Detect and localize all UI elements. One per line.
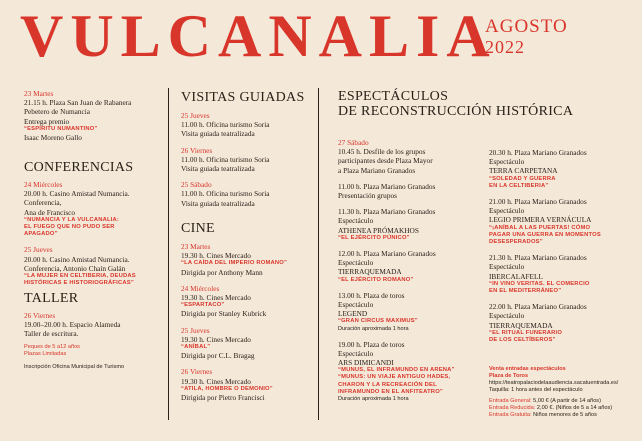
event-line: LEGEND bbox=[338, 309, 368, 319]
event-line: 11.00 h. Oficina turismo Soria bbox=[181, 189, 270, 199]
taller-event bbox=[24, 311, 164, 371]
event-quote: EL FUEGO QUE NO PUDO SER bbox=[24, 224, 115, 231]
event-quote: “SOLEDAD Y GUERRA bbox=[489, 175, 556, 182]
event-quote: “MUNUS, EL INFRAMUNDO EN ARENA” bbox=[338, 367, 455, 374]
event-quote: EN LA CELTIBERIA” bbox=[489, 182, 549, 189]
event-line: a Plaza Mariano Granados bbox=[338, 165, 416, 175]
section-title-cine: CINE bbox=[181, 221, 215, 236]
section-title-line: DE RECONSTRUCCIÓN HISTÓRICA bbox=[338, 103, 574, 119]
event-date: 26 Viernes bbox=[181, 145, 213, 155]
event-date: 25 Jueves bbox=[181, 325, 210, 335]
event-line: 20.00 h. Casino Amistad Numancia. bbox=[24, 254, 130, 264]
event-line: Espectáculo bbox=[338, 348, 374, 358]
event-quote: APAGADO” bbox=[24, 231, 58, 238]
event-line: 11.00 h. Oficina turismo Soria bbox=[181, 154, 270, 164]
event-note: Duración aproximada 1 hora bbox=[338, 396, 409, 403]
list-item bbox=[338, 207, 483, 242]
event-date: 26 Viernes bbox=[24, 311, 56, 320]
section-title-conferencias: CONFERENCIAS bbox=[24, 160, 134, 175]
event-line: participantes desde Plaza Mayor bbox=[338, 156, 433, 166]
event-date: 26 Viernes bbox=[181, 367, 213, 377]
event-quote: “GRAN CIRCUS MAXIMUS” bbox=[338, 318, 418, 325]
taller-note: Plazas Limitadas bbox=[24, 350, 67, 357]
column-divider bbox=[168, 88, 169, 420]
event-line: Conferencia, bbox=[24, 198, 62, 208]
event-quote: “ESPÍRITU NUMANTINO” bbox=[24, 125, 98, 132]
opening-event bbox=[24, 89, 164, 142]
event-line: 19.30 h. Cines Mercado bbox=[181, 293, 251, 303]
event-line: Visita guiada teatralizada bbox=[181, 198, 255, 208]
event-quote: EN EL MEDITERRÁNEO” bbox=[489, 288, 562, 295]
event-line: 19.30 h. Cines Mercado bbox=[181, 251, 251, 261]
event-line: 21.00 h. Plaza Mariano Granados bbox=[489, 197, 587, 207]
price-label: Entrada Gratuita: bbox=[489, 412, 532, 418]
event-date: 25 Sábado bbox=[181, 180, 212, 190]
event-quote: “EL EJÉRCITO PÚNICO” bbox=[338, 234, 410, 241]
list-item bbox=[24, 245, 164, 287]
event-line: Espectáculo bbox=[338, 216, 374, 226]
section-title-espectaculos bbox=[338, 90, 573, 119]
event-quote: “EL RITUAL FUNERARIO bbox=[489, 329, 563, 336]
list-item bbox=[181, 242, 316, 277]
month-label: AGOSTO bbox=[485, 16, 568, 37]
section-title-line: ESPECTÁCULOS bbox=[338, 89, 449, 104]
event-quote: “¡ANÍBAL A LAS PUERTAS! CÓMO bbox=[489, 224, 591, 231]
tickets-heading: Venta entradas espectáculos bbox=[489, 366, 566, 372]
event-line: 20.30 h. Plaza Mariano Granados bbox=[489, 148, 587, 157]
event-line: TERRA CARPETANA bbox=[489, 166, 558, 176]
event-date: 27 Sábado bbox=[338, 138, 369, 147]
event-line: Pebetero de Numancia bbox=[24, 107, 91, 117]
list-item bbox=[181, 146, 316, 174]
list-item bbox=[181, 284, 316, 319]
event-line: Conferencia, Antonio Chaín Galán bbox=[24, 263, 126, 273]
list-item bbox=[489, 197, 639, 246]
event-line: Presentación grupos bbox=[338, 191, 397, 201]
price-value: 2,00 €. (Niños de 5 a 14 años) bbox=[536, 405, 613, 411]
event-line: TIERRAQUEMADA bbox=[338, 267, 402, 277]
event-person: Isaac Moreno Gallo bbox=[24, 133, 82, 143]
visitas-list bbox=[181, 111, 316, 215]
tickets-info bbox=[489, 366, 639, 419]
event-line: Espectáculo bbox=[489, 311, 525, 321]
event-line: 21.15 h. Plaza San Juan de Rabanera bbox=[24, 98, 132, 108]
event-line: 19.30 h. Cines Mercado bbox=[181, 376, 251, 386]
cine-list bbox=[181, 242, 316, 409]
year-label: 2022 bbox=[485, 37, 525, 57]
espectaculos-right-list bbox=[489, 148, 639, 351]
event-line: 20.00 h. Casino Amistad Numancia. bbox=[24, 189, 130, 199]
list-item bbox=[489, 302, 639, 344]
event-date: 25 Jueves bbox=[181, 111, 210, 120]
column-divider bbox=[318, 88, 319, 420]
event-quote: DE LOS CELTÍBEROS” bbox=[489, 337, 556, 344]
event-date: 25 Jueves bbox=[24, 245, 53, 255]
event-quote: CHARON Y LA RECREACIÓN DEL bbox=[338, 381, 437, 388]
event-line: Taller de escritura. bbox=[24, 329, 79, 339]
tickets-subheading: Plaza de Toros bbox=[489, 373, 529, 379]
event-line: 10.45 h. Desfile de los grupos bbox=[338, 147, 426, 157]
event-quote: “MUNUS: UN VIAJE ANTIGUO HADES, bbox=[338, 374, 451, 381]
film-director: Dirigida por Anthony Mann bbox=[181, 267, 263, 277]
event-quote: “EL EJÉRCITO ROMANO” bbox=[338, 276, 414, 283]
price-value: 5,00 € (A partir de 14 años) bbox=[533, 398, 601, 404]
event-line: Espectáculo bbox=[338, 258, 374, 268]
page-title: VULCANALIA bbox=[20, 3, 497, 69]
event-line: 19.30 h. Cines Mercado bbox=[181, 334, 251, 344]
event-date: 24 Miércoles bbox=[24, 180, 63, 189]
list-item bbox=[338, 340, 483, 403]
event-line: 13.00 h. Plaza de toros bbox=[338, 290, 405, 300]
section-title-taller: TALLER bbox=[24, 291, 79, 306]
list-item bbox=[181, 326, 316, 361]
event-line: 12.00 h. Plaza Mariano Granados bbox=[338, 249, 436, 259]
event-quote: “LA MUJER EN CELTIBERIA, DEUDAS bbox=[24, 273, 136, 280]
list-item bbox=[338, 182, 483, 200]
event-quote: DESESPERADOS” bbox=[489, 239, 543, 246]
event-line: ATHENEA PRÓMAKHOS bbox=[338, 225, 419, 235]
film-title: “ANÍBAL” bbox=[181, 344, 211, 351]
event-line: 19.00–20.00 h. Espacio Alameda bbox=[24, 320, 121, 330]
section-title-visitas: VISITAS GUIADAS bbox=[181, 90, 305, 105]
event-line: IBERCALAFELL bbox=[489, 271, 543, 281]
taller-footer: Inscripción Oficina Municipal de Turismo bbox=[24, 363, 125, 370]
event-line: 11.00 h. Plaza Mariano Granados bbox=[338, 181, 436, 191]
list-item bbox=[338, 291, 483, 333]
espectaculos-left-list bbox=[338, 138, 483, 410]
event-quote: PAGAR UNA GUERRA EN MOMENTOS bbox=[489, 231, 601, 238]
film-director: Dirigida por C.L. Bragag bbox=[181, 351, 255, 361]
film-title: “LA CAÍDA DEL IMPERIO ROMANO” bbox=[181, 260, 288, 267]
event-line: Espectáculo bbox=[338, 300, 374, 310]
event-line: TIERRAQUEMADA bbox=[489, 320, 553, 330]
list-item bbox=[24, 180, 164, 238]
event-line: 19.00 h. Plaza de toros bbox=[338, 339, 405, 349]
taller-note: Peques de 5 a12 años bbox=[24, 343, 80, 350]
conferencias-list bbox=[24, 180, 164, 294]
event-line: 21.30 h. Plaza Mariano Granados bbox=[489, 253, 587, 263]
price-value: Niños menores de 5 años bbox=[533, 412, 597, 418]
price-row bbox=[489, 412, 639, 419]
film-director: Dirigida por Pietro Francisci bbox=[181, 393, 265, 403]
event-line: Visita guiada teatralizada bbox=[181, 164, 255, 174]
event-line: Entrega premio bbox=[24, 116, 70, 126]
event-line: LEGIO PRIMERA VERNÁCULA bbox=[489, 215, 592, 225]
event-line: 11.30 h. Plaza Mariano Granados bbox=[338, 207, 436, 217]
price-row bbox=[489, 398, 639, 405]
film-title: “ESPARTACO” bbox=[181, 302, 225, 309]
list-item bbox=[489, 148, 639, 190]
event-quote: INFRAMUNDO EN EL ANFITEATRO” bbox=[338, 388, 444, 395]
event-quote: “NUMANCIA Y LA VULCANALIA: bbox=[24, 216, 120, 223]
price-label: Entrada Reducida: bbox=[489, 405, 536, 411]
film-director: Dirigida por Stanley Kubrick bbox=[181, 309, 267, 319]
event-date: 24 Miércoles bbox=[181, 283, 220, 293]
list-item bbox=[489, 253, 639, 295]
event-line: Espectáculo bbox=[489, 206, 525, 216]
event-date: 23 Martes bbox=[181, 242, 211, 251]
list-item bbox=[181, 367, 316, 402]
list-item bbox=[181, 180, 316, 208]
price-label: Entrada General: bbox=[489, 398, 532, 404]
event-quote: HISTÓRICAS E HISTORIOGRÁFICAS” bbox=[24, 280, 134, 287]
event-note: Duración aproximada 1 hora bbox=[338, 325, 409, 332]
event-line: Espectáculo bbox=[489, 262, 525, 272]
event-quote: “IN VINO VERITAS. EL COMERCIO bbox=[489, 280, 590, 287]
event-line: 11.00 h. Oficina turismo Soria bbox=[181, 120, 270, 130]
film-title: “ATILA, HOMBRE O DEMONIO” bbox=[181, 385, 273, 392]
tickets-url[interactable]: https://teatropalaciodelaaudiencia.sacatuentrada.es/ bbox=[489, 380, 619, 386]
list-item bbox=[338, 249, 483, 284]
event-line: ARS DIMICANDI bbox=[338, 358, 394, 368]
event-line: Ana de Francisco bbox=[24, 207, 76, 217]
tickets-taquilla: Taquilla: 1 hora antes del espectáculo bbox=[489, 387, 583, 393]
price-row bbox=[489, 405, 639, 412]
event-line: 22.00 h. Plaza Mariano Granados bbox=[489, 302, 587, 312]
list-item bbox=[338, 138, 483, 175]
list-item bbox=[181, 111, 316, 139]
event-date: 23 Martes bbox=[24, 89, 54, 98]
event-line: Espectáculo bbox=[489, 157, 525, 167]
event-line: Visita guiada teatralizada bbox=[181, 129, 255, 139]
